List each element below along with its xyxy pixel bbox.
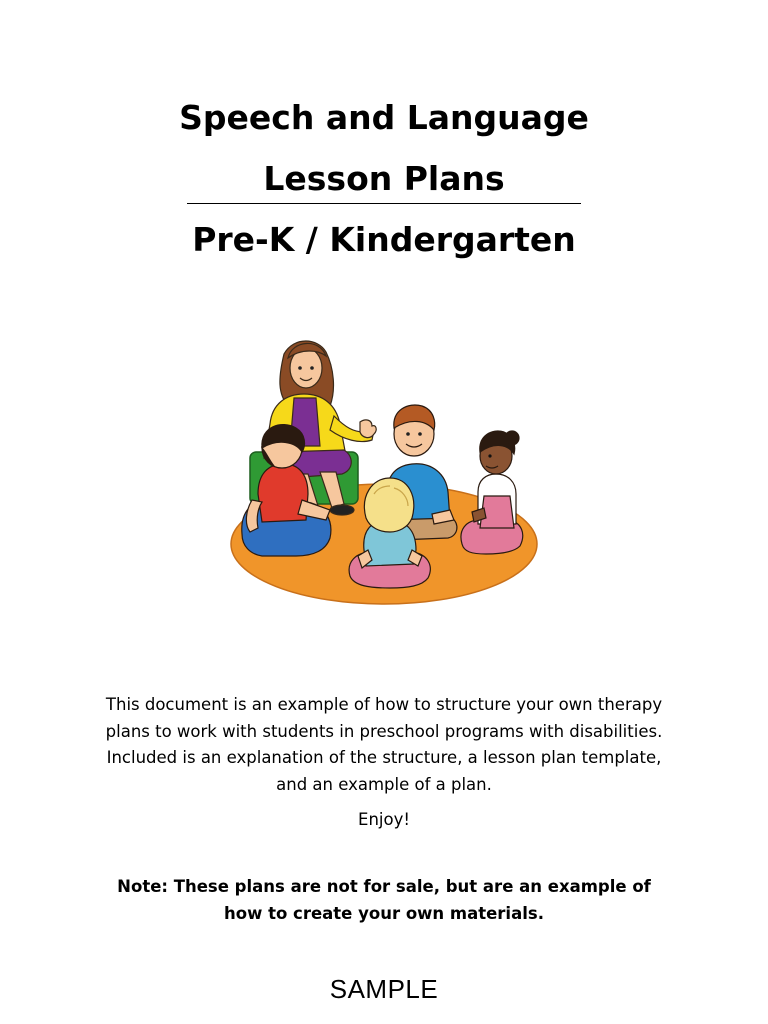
title-line-1: Speech and Language [179, 98, 589, 137]
title-line-2: Lesson Plans [263, 159, 505, 198]
girl-pink-dress [461, 431, 523, 554]
closing-text: Enjoy! [358, 810, 410, 829]
sample-watermark: SAMPLE [329, 974, 439, 1004]
title-divider [187, 203, 581, 204]
teacher-reading-to-children-illustration [222, 324, 552, 616]
note-paragraph: Note: These plans are not for sale, but are an example of how to create your own materials. [117, 877, 651, 923]
title-line-3: Pre-K / Kindergarten [192, 220, 576, 259]
description-paragraph: This document is an example of how to structure your own therapy plans to work with students in preschool programs with disabilities. Included is an explanation of the structure, a lesson plan template, and an example of a plan. [105, 695, 663, 794]
